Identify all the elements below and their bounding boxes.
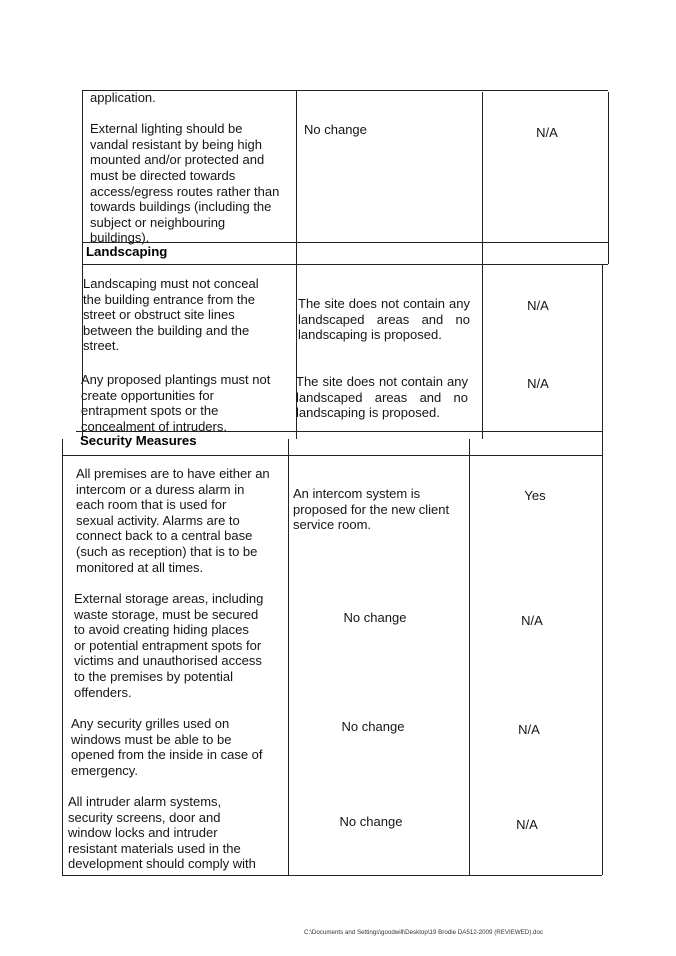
table-divider-2	[482, 92, 483, 439]
section-rule-landscaping-bottom	[82, 264, 608, 265]
proposal-security-grilles: No change	[341, 719, 405, 734]
compliance-security-grilles: N/A	[518, 722, 540, 737]
compliance-lighting: N/A	[536, 125, 558, 140]
compliance-external-storage: N/A	[521, 613, 543, 628]
requirement-intruder-alarm: All intruder alarm systems, security screens, door and window locks and intruder resistant materials used in the development should comply with	[68, 794, 256, 872]
proposal-landscaping-entrance: The site does not contain any landscaped areas and no landscaping is proposed.	[298, 296, 470, 343]
compliance-intercom: Yes	[524, 488, 546, 503]
requirement-intercom: All premises are to have either an intercom or a duress alarm in each room that is used for sexual activity. Alarms are to connect back to a central base (such as reception) that is to be monitored at all times.	[76, 466, 270, 575]
requirement-plantings: Any proposed plantings must not create opportunities for entrapment spots or the concealment of intruders.	[81, 372, 271, 434]
footer-file-path: C:\Documents and Settings\goodwill\Desktop\19 Brodie DA512-2009 (REVIEWED).doc	[304, 929, 544, 936]
compliance-intruder-alarm: N/A	[516, 817, 538, 832]
section-heading-landscaping: Landscaping	[86, 244, 168, 259]
table-border-right-lower	[602, 264, 603, 875]
proposal-intercom: An intercom system is proposed for the new client service room.	[293, 486, 450, 533]
table-border-bottom	[62, 875, 602, 876]
section-heading-security: Security Measures	[80, 433, 197, 448]
requirement-external-storage: External storage areas, including waste storage, must be secured to avoid creating hiding places or potential entrapment spots for victims and unauthorised access to the premises by potential offenders.	[74, 591, 264, 700]
requirement-security-grilles: Any security grilles used on windows must be able to be opened from the inside in case of emergency.	[71, 716, 263, 778]
table-border-left-lower	[62, 439, 63, 875]
table-border-right	[608, 92, 609, 264]
requirement-landscaping-entrance: Landscaping must not conceal the building entrance from the street or obstruct site lines between the building and the street.	[83, 276, 259, 354]
section-rule-security-bottom	[62, 455, 602, 456]
table-divider-2-lower	[469, 439, 470, 875]
requirement-lighting: application. External lighting should be vandal resistant by being high mounted and/or protected and must be directed towards access/egress routes rather than towards buildings (including the subject or neighbouring buildings).	[90, 90, 280, 246]
proposal-lighting: No change	[304, 122, 367, 137]
table-divider-1-lower	[288, 439, 289, 875]
proposal-intruder-alarm: No change	[339, 814, 403, 829]
proposal-external-storage: No change	[343, 610, 407, 625]
proposal-plantings: The site does not contain any landscaped areas and no landscaping is proposed.	[296, 374, 468, 421]
compliance-landscaping-entrance: N/A	[527, 298, 549, 313]
compliance-plantings: N/A	[527, 376, 549, 391]
